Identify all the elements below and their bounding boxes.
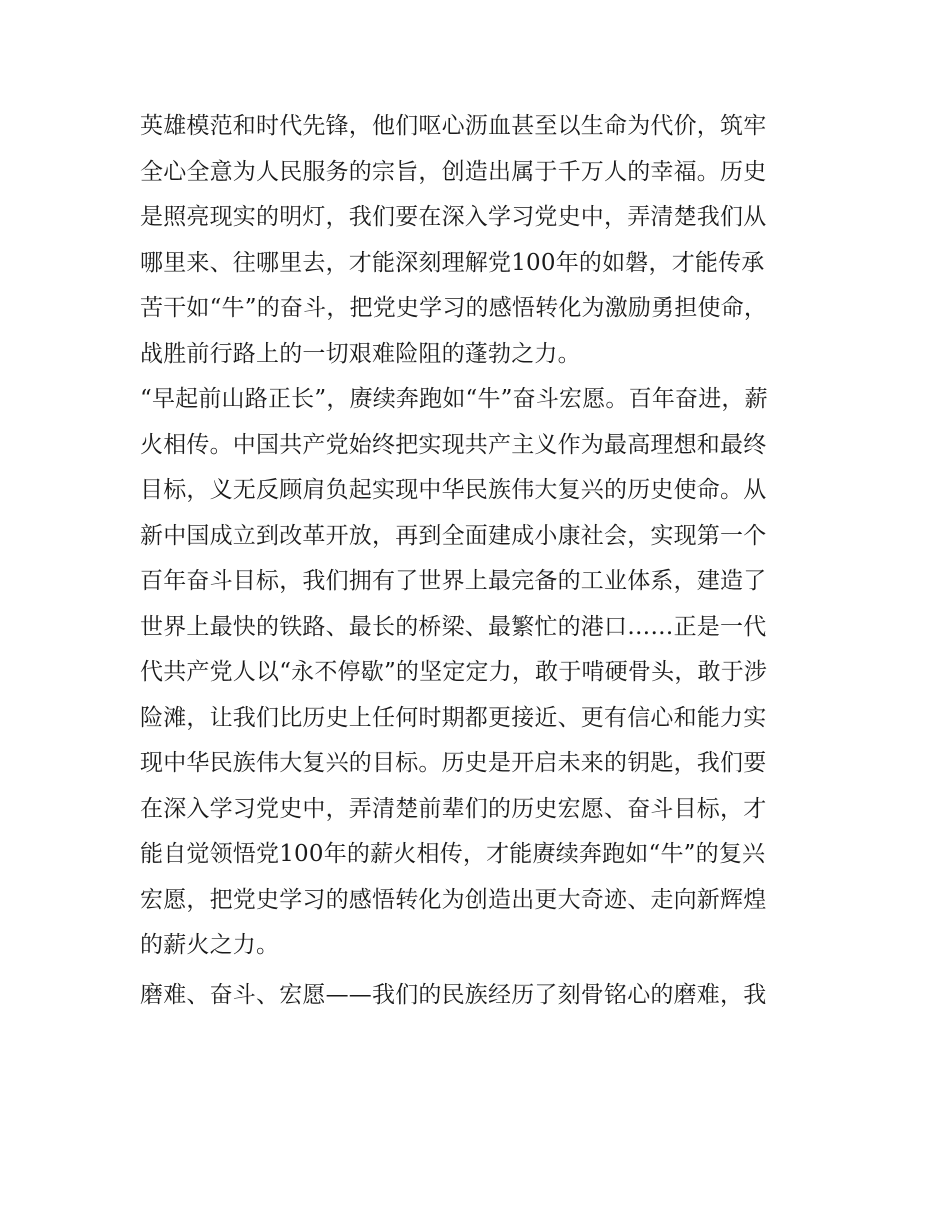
text-line: 全心全意为人民服务的宗旨，创造出属于千万人的幸福。历史 (140, 158, 767, 185)
text-line: “早起前山路正长”，赓续奔跑如“牛”奋斗宏愿。百年奋进，薪 (140, 386, 768, 412)
text-line: 苦干如“牛”的奋斗，把党史学习的感悟转化为激励勇担使命， (140, 295, 768, 321)
text-line: 世界上最快的铁路、最长的桥梁、最繁忙的港口……正是一代 (140, 613, 767, 640)
text-line: 是照亮现实的明灯，我们要在深入学习党史中，弄清楚我们从 (140, 204, 767, 230)
text-line: 险滩，让我们比历史上任何时期都更接近、更有信心和能力实 (140, 704, 767, 731)
body-text (140, 104, 820, 1018)
text-line: 新中国成立到改革开放，再到全面建成小康社会，实现第一个 (140, 522, 767, 549)
text-line: 现中华民族伟大复兴的目标。历史是开启未来的钥匙，我们要 (140, 750, 767, 776)
text-line: 哪里来、往哪里去，才能深刻理解党100年的如磐，才能传承 (140, 249, 765, 276)
paragraph-3 (140, 973, 820, 1019)
text-line: 的薪火之力。 (140, 932, 280, 958)
text-line: 战胜前行路上的一切艰难险阻的蓬勃之力。 (140, 340, 581, 367)
text-line: 磨难、奋斗、宏愿——我们的民族经历了刻骨铭心的磨难，我 (140, 981, 767, 1008)
text-line: 宏愿，把党史学习的感悟转化为创造出更大奇迹、走向新辉煌 (140, 886, 767, 913)
paragraph-1 (140, 104, 820, 377)
text-line: 能自觉领悟党100年的薪火相传，才能赓续奔跑如“牛”的复兴 (140, 841, 766, 867)
text-line: 英雄模范和时代先锋，他们呕心沥血甚至以生命为代价，筑牢 (140, 113, 767, 139)
text-line: 目标，义无反顾肩负起实现中华民族伟大复兴的历史使命。从 (140, 477, 767, 503)
text-line: 在深入学习党史中，弄清楚前辈们的历史宏愿、奋斗目标，才 (140, 795, 767, 822)
text-line: 百年奋斗目标，我们拥有了世界上最完备的工业体系，建造了 (140, 568, 767, 594)
text-line: 代共产党人以“永不停歇”的坚定定力，敢于啃硬骨头，敢于涉 (140, 659, 768, 685)
paragraph-2 (140, 377, 820, 969)
text-line: 火相传。中国共产党始终把实现共产主义作为最高理想和最终 (140, 431, 767, 458)
